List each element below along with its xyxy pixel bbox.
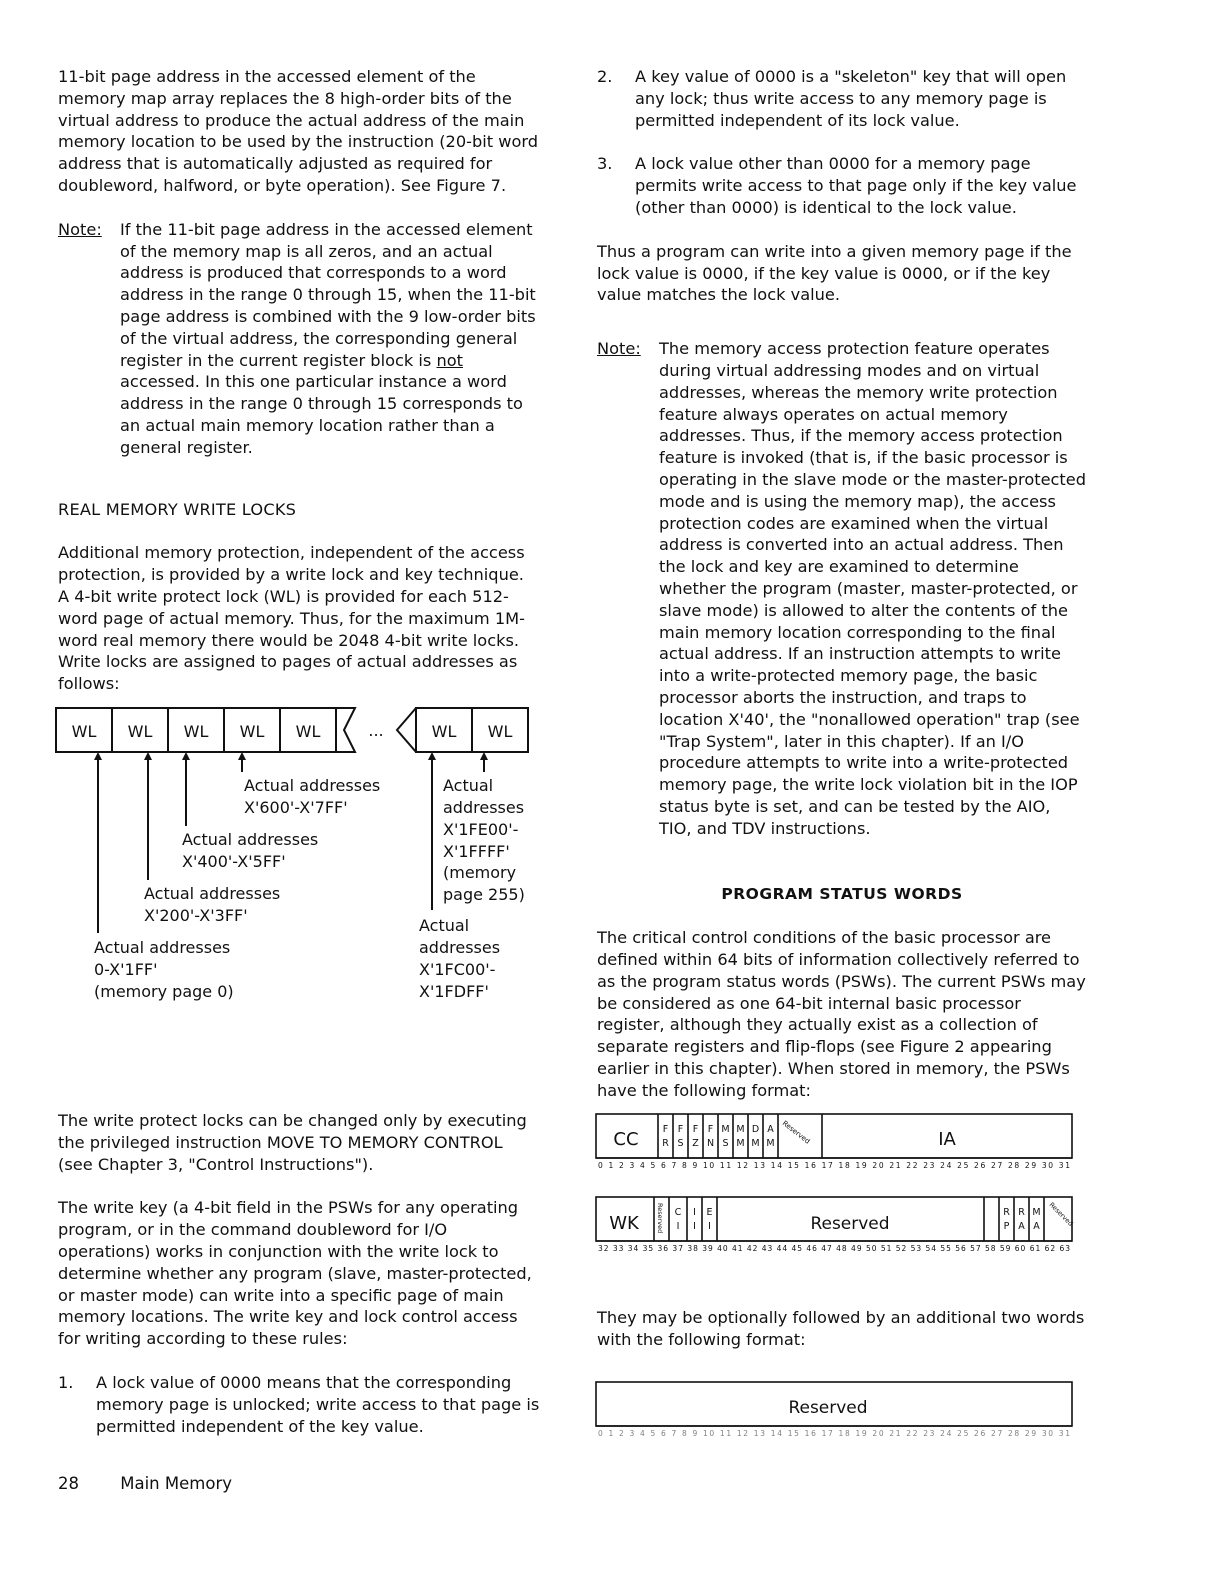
addr-label: Actual [443, 776, 494, 795]
addr-label: X'1FE00'- [443, 820, 519, 839]
psw-cc-field: CC [613, 1129, 639, 1150]
page-number: 28 [58, 1474, 79, 1493]
rule-number: 1. [58, 1372, 74, 1392]
note-page-zero [58, 219, 540, 459]
psw-field-letter: I [693, 1207, 696, 1218]
addr-label: X'1FC00'- [419, 960, 496, 979]
addr-label: X'200'-X'3FF' [144, 906, 248, 925]
psw-field-letter: S [722, 1138, 729, 1149]
psw-reserved-small: Reserved [780, 1119, 812, 1146]
psw-field-letter: F [707, 1124, 714, 1135]
psw-field-letter: I [676, 1221, 680, 1232]
psw-field-letter: A [767, 1124, 774, 1135]
wl-label: WL [487, 722, 513, 741]
addr-label: Actual addresses [244, 776, 381, 795]
psw-field-letter: M [1032, 1207, 1041, 1218]
addr-label: X'600'-X'7FF' [244, 798, 348, 817]
paragraph-locks-change: The write protect locks can be changed only by executing the privileged instruction MOVE TO MEMORY CONTROL (see Chapter 3, "Control Instructions"). [58, 1111, 527, 1174]
addr-label: Actual addresses [94, 938, 231, 957]
rule-text: A lock value of 0000 means that the corresponding memory page is unlocked; write access to that page is permitted independent of the key value. [96, 1372, 540, 1436]
psw-field-letter: F [692, 1124, 699, 1135]
addr-label: 0-X'1FF' [94, 960, 158, 979]
addr-label: (memory page 0) [94, 982, 234, 1001]
psw-word-0-diagram [594, 1110, 1076, 1174]
psw-bit-numbers: 32 33 34 35 36 37 38 39 40 41 42 43 44 45 46 47 48 49 50 51 52 53 54 55 56 57 58 59 60 61 62 63 [598, 1244, 1070, 1253]
write-lock-diagram [52, 700, 542, 1010]
right-column [597, 66, 1087, 1124]
note-protection [597, 338, 1087, 839]
left-column [58, 66, 540, 717]
paragraph-additional-words: They may be optionally followed by an additional two words with the following format: [597, 1308, 1085, 1349]
addr-label: Actual addresses [144, 884, 281, 903]
psw-field-letter: S [677, 1138, 684, 1149]
addr-label: X'1FDFF' [419, 982, 489, 1001]
left-column-lower [58, 1110, 540, 1459]
psw-field-letter: M [766, 1138, 775, 1149]
rule-number: 2. [597, 67, 613, 86]
psw-ia-field: IA [938, 1129, 956, 1150]
section-name: Main Memory [120, 1474, 232, 1493]
psw-field-letter: C [674, 1207, 682, 1218]
psw-field-letter: F [662, 1124, 669, 1135]
psw-field-letter: Z [692, 1138, 699, 1149]
note-text-b: accessed. In this one particular instance a word address in the range 0 through 15 corresponds to an actual main memory location rather than a general register. [120, 372, 523, 457]
addr-label: addresses [443, 798, 525, 817]
paragraph-write-key: The write key (a 4-bit field in the PSWs for any operating program, or in the command doubleword for I/O operations) works in conjunction with the write lock to determine whether any program (slave, master-protected, or master mode) can write into a specific page of main memory locations. The write key and lock control access for writing according to these rules: [58, 1198, 532, 1349]
paragraph-write-locks: Additional memory protection, independent of the access protection, is provided by a write lock and key technique. A 4-bit write protect lock (WL) is provided for each 512-word page of actual memory. Thus, for the maximum 1M-word real memory there would be 2048 4-bit write locks. Write locks are assigned to pages of actual addresses as follows: [58, 543, 525, 694]
psw-reserved-small: Reserved [1047, 1200, 1075, 1228]
psw-wk-field: WK [609, 1213, 639, 1234]
wl-label: WL [71, 722, 97, 741]
addr-label: addresses [419, 938, 501, 957]
page-footer [58, 1474, 268, 1493]
psw-word-1-diagram [594, 1193, 1076, 1257]
psw-field-letter: M [721, 1124, 730, 1135]
rule-number: 3. [597, 154, 613, 174]
psw-field-letter: M [736, 1124, 745, 1135]
psw-field-letter: R [1018, 1207, 1025, 1218]
psw-field-letter: D [751, 1124, 760, 1135]
wl-label: WL [183, 722, 209, 741]
psw-field-letter: P [1003, 1221, 1010, 1232]
addr-label: Actual addresses [182, 830, 319, 849]
note-label: Note: [597, 339, 641, 359]
psw-extra-words-diagram [594, 1378, 1076, 1442]
note-text-a: If the 11-bit page address in the accessed element of the memory map is all zeros, and an actual address is produced that corresponds to a word address in the range 0 through 15, when the 11-bit page address is combined with the 9 low-order bits of the virtual address, the corresponding general register in the current register block is [120, 219, 536, 370]
paragraph-psw: The critical control conditions of the basic processor are defined within 64 bits of information collectively referred to as the program status words (PSWs). The current PSWs may be considered as one 64-bit internal basic processor register, although they actually exist as a collection of separate registers and flip-flops (see Figure 2 appearing earlier in this chapter). When stored in memory, the PSWs have the following format: [597, 928, 1086, 1100]
rule-text: A lock value other than 0000 for a memory page permits write access to that page only if the key value (other than 0000) is identical to the lock value. [635, 154, 1077, 217]
psw-field-letter: E [706, 1207, 713, 1218]
psw-field-letter: I [693, 1221, 696, 1232]
psw-reserved-field: Reserved [788, 1398, 868, 1418]
note-text-not: not [436, 350, 463, 370]
psw-field-letter: A [1033, 1221, 1040, 1232]
psw-field-letter: A [1018, 1221, 1025, 1232]
section-heading-psw: PROGRAM STATUS WORDS [721, 884, 963, 903]
psw-field-letter: R [1003, 1207, 1010, 1218]
wl-label: WL [239, 722, 265, 741]
addr-label: page 255) [443, 885, 525, 904]
note-label: Note: [58, 219, 102, 239]
section-heading-write-locks: REAL MEMORY WRITE LOCKS [58, 499, 297, 519]
rule-2 [597, 66, 1087, 131]
addr-label: (memory [443, 863, 517, 882]
addr-label: X'1FFFF' [443, 842, 510, 861]
rule-3 [597, 153, 1087, 218]
addr-label: Actual [419, 916, 470, 935]
psw-field-letter: N [706, 1138, 715, 1149]
note-text [120, 219, 540, 459]
psw-reserved-small: Reserved [656, 1203, 664, 1234]
psw-bit-numbers: 0 1 2 3 4 5 6 7 8 9 10 11 12 13 14 15 16 17 18 19 20 21 22 23 24 25 26 27 28 29 30 31 [598, 1429, 1070, 1438]
psw-field-letter: R [662, 1138, 669, 1149]
psw-field-letter: I [708, 1221, 711, 1232]
paragraph-memory-map: 11-bit page address in the accessed element of the memory map array replaces the 8 high-order bits of the virtual address to produce the actual address of the main memory location to be used by the instruction (20-bit word address that is automatically adjusted as required for doubleword, halfword, or byte operation). See Figure 7. [58, 67, 539, 195]
psw-reserved-field: Reserved [810, 1214, 890, 1234]
right-column-lower [597, 1307, 1087, 1373]
rule-1 [58, 1372, 540, 1437]
psw-bit-numbers: 0 1 2 3 4 5 6 7 8 9 10 11 12 13 14 15 16 17 18 19 20 21 22 23 24 25 26 27 28 29 30 31 [598, 1161, 1070, 1170]
psw-field-letter: M [751, 1138, 760, 1149]
psw-field-letter: F [677, 1124, 684, 1135]
wl-label: WL [431, 722, 457, 741]
rule-text: A key value of 0000 is a "skeleton" key that will open any lock; thus write access to any memory page is permitted independent of its lock value. [635, 67, 1067, 130]
addr-label: X'400'-X'5FF' [182, 852, 286, 871]
wl-ellipsis: ... [368, 721, 384, 740]
psw-field-letter: M [736, 1138, 745, 1149]
paragraph-write-summary: Thus a program can write into a given memory page if the lock value is 0000, if the key value is 0000, or if the key value matches the lock value. [597, 241, 1072, 305]
note-text: The memory access protection feature operates during virtual addressing modes and on virtual addresses, whereas the memory write protection feature always operates on actual memory addresses. Thus, if the memory access protection feature is invoked (that is, if the basic processor is operating in the slave mode or the master-protected mode and is using the memory map), the access protection codes are examined when the virtual address is converted into an actual address. Then the lock and key are examined to determine whether the program (master, master-protected, or slave mode) is allowed to alter the contents of the main memory location corresponding to the final actual address. If an instruction attempts to write into a write-protected memory page, the basic processor aborts the instruction, and traps to location X'40', the "nonallowed operation" trap (see "Trap System", later in this chapter). If an I/O procedure attempts to write into a write-protected memory page, the write lock violation bit in the IOP status byte is set, and can be tested by the AIO, TIO, and TDV instructions. [659, 339, 1087, 838]
wl-label: WL [127, 722, 153, 741]
wl-label: WL [295, 722, 321, 741]
